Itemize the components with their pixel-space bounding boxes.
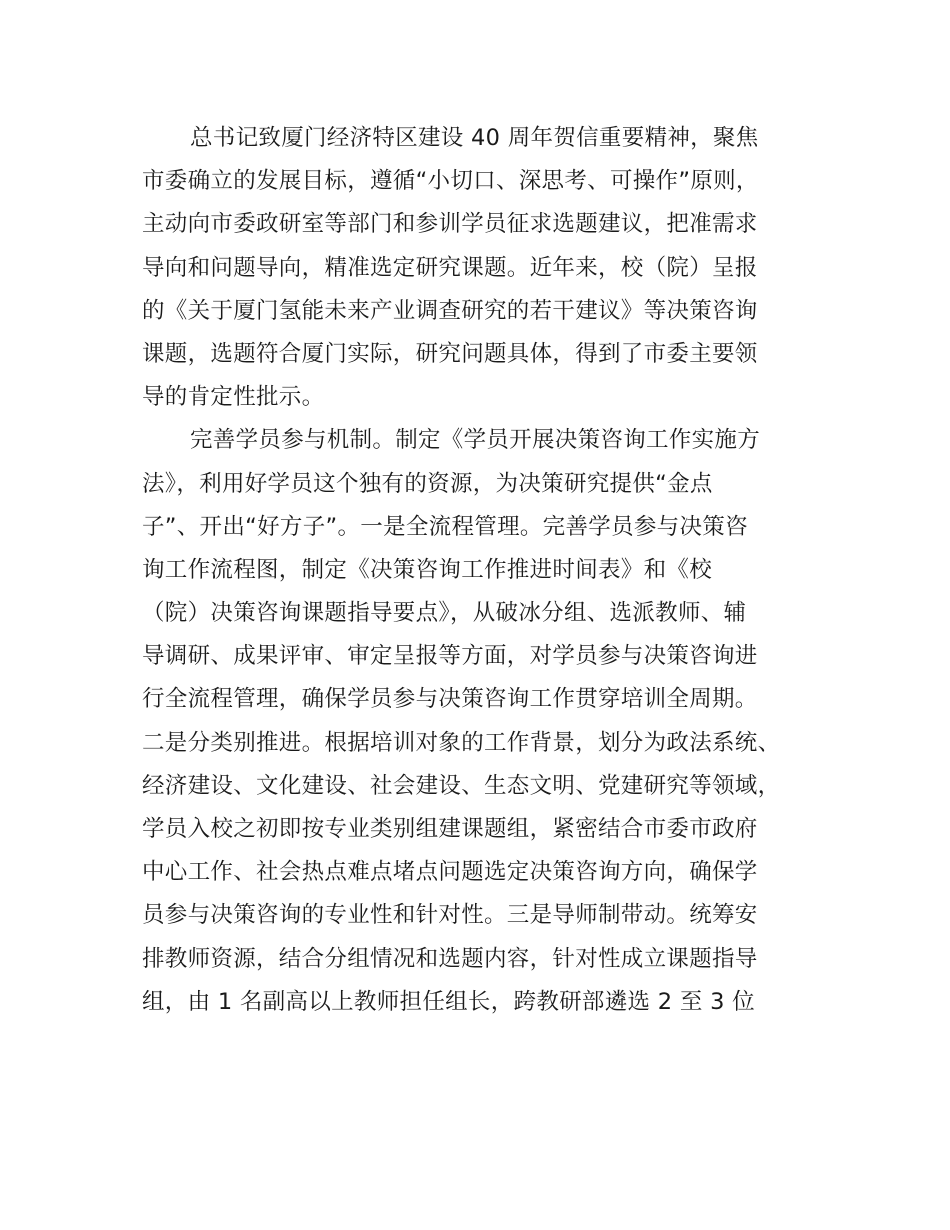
text-line: 经济建设、文化建设、社会建设、生态文明、党建研究等领域， xyxy=(142,772,781,799)
text-line: 组，由 1 名副高以上教师担任组长，跨教研部遴选 2 至 3 位 xyxy=(142,988,755,1015)
text-line: 课题，选题符合厦门实际，研究问题具体，得到了市委主要领 xyxy=(142,340,758,367)
text-line: 总书记致厦门经济特区建设 40 周年贺信重要精神，聚焦 xyxy=(190,125,759,151)
text-line: 员参与决策咨询的专业性和针对性。三是导师制带动。统筹安 xyxy=(142,902,758,929)
text-line: 的《关于厦门氢能未来产业调查研究的若干建议》等决策咨询 xyxy=(142,297,758,324)
text-line: 行全流程管理，确保学员参与决策咨询工作贯穿培训全周期。 xyxy=(142,686,758,713)
text-line: 导调研、成果评审、审定呈报等方面，对学员参与决策咨询进 xyxy=(142,643,758,670)
text-line: 询工作流程图，制定《决策咨询工作推进时间表》和《校 xyxy=(142,556,713,583)
text-line: 市委确立的发展目标，遵循“小切口、深思考、可操作”原则， xyxy=(142,168,759,195)
text-line: （院）决策咨询课题指导要点》，从破冰分组、选派教师、辅 xyxy=(142,600,747,627)
text-line: 主动向市委政研室等部门和参训学员征求选题建议，把准需求 xyxy=(142,211,758,238)
text-line: 排教师资源，结合分组情况和选题内容，针对性成立课题指导 xyxy=(142,945,758,972)
text-line: 导向和问题导向，精准选定研究课题。近年来，校（院）呈报 xyxy=(142,254,758,281)
body-text xyxy=(142,117,842,1024)
text-line: 完善学员参与机制。制定《学员开展决策咨询工作实施方 xyxy=(190,427,761,454)
text-line: 学员入校之初即按专业类别组建课题组，紧密结合市委市政府 xyxy=(142,816,758,842)
text-line: 导的肯定性批示。 xyxy=(142,384,325,411)
text-line: 二是分类别推进。根据培训对象的工作背景，划分为政法系统、 xyxy=(142,729,781,756)
text-line: 中心工作、社会热点难点堵点问题选定决策咨询方向，确保学 xyxy=(142,859,758,886)
text-line: 法》，利用好学员这个独有的资源，为决策研究提供“金点 xyxy=(142,470,713,497)
text-line: 子”、开出“好方子”。一是全流程管理。完善学员参与决策咨 xyxy=(142,513,748,540)
